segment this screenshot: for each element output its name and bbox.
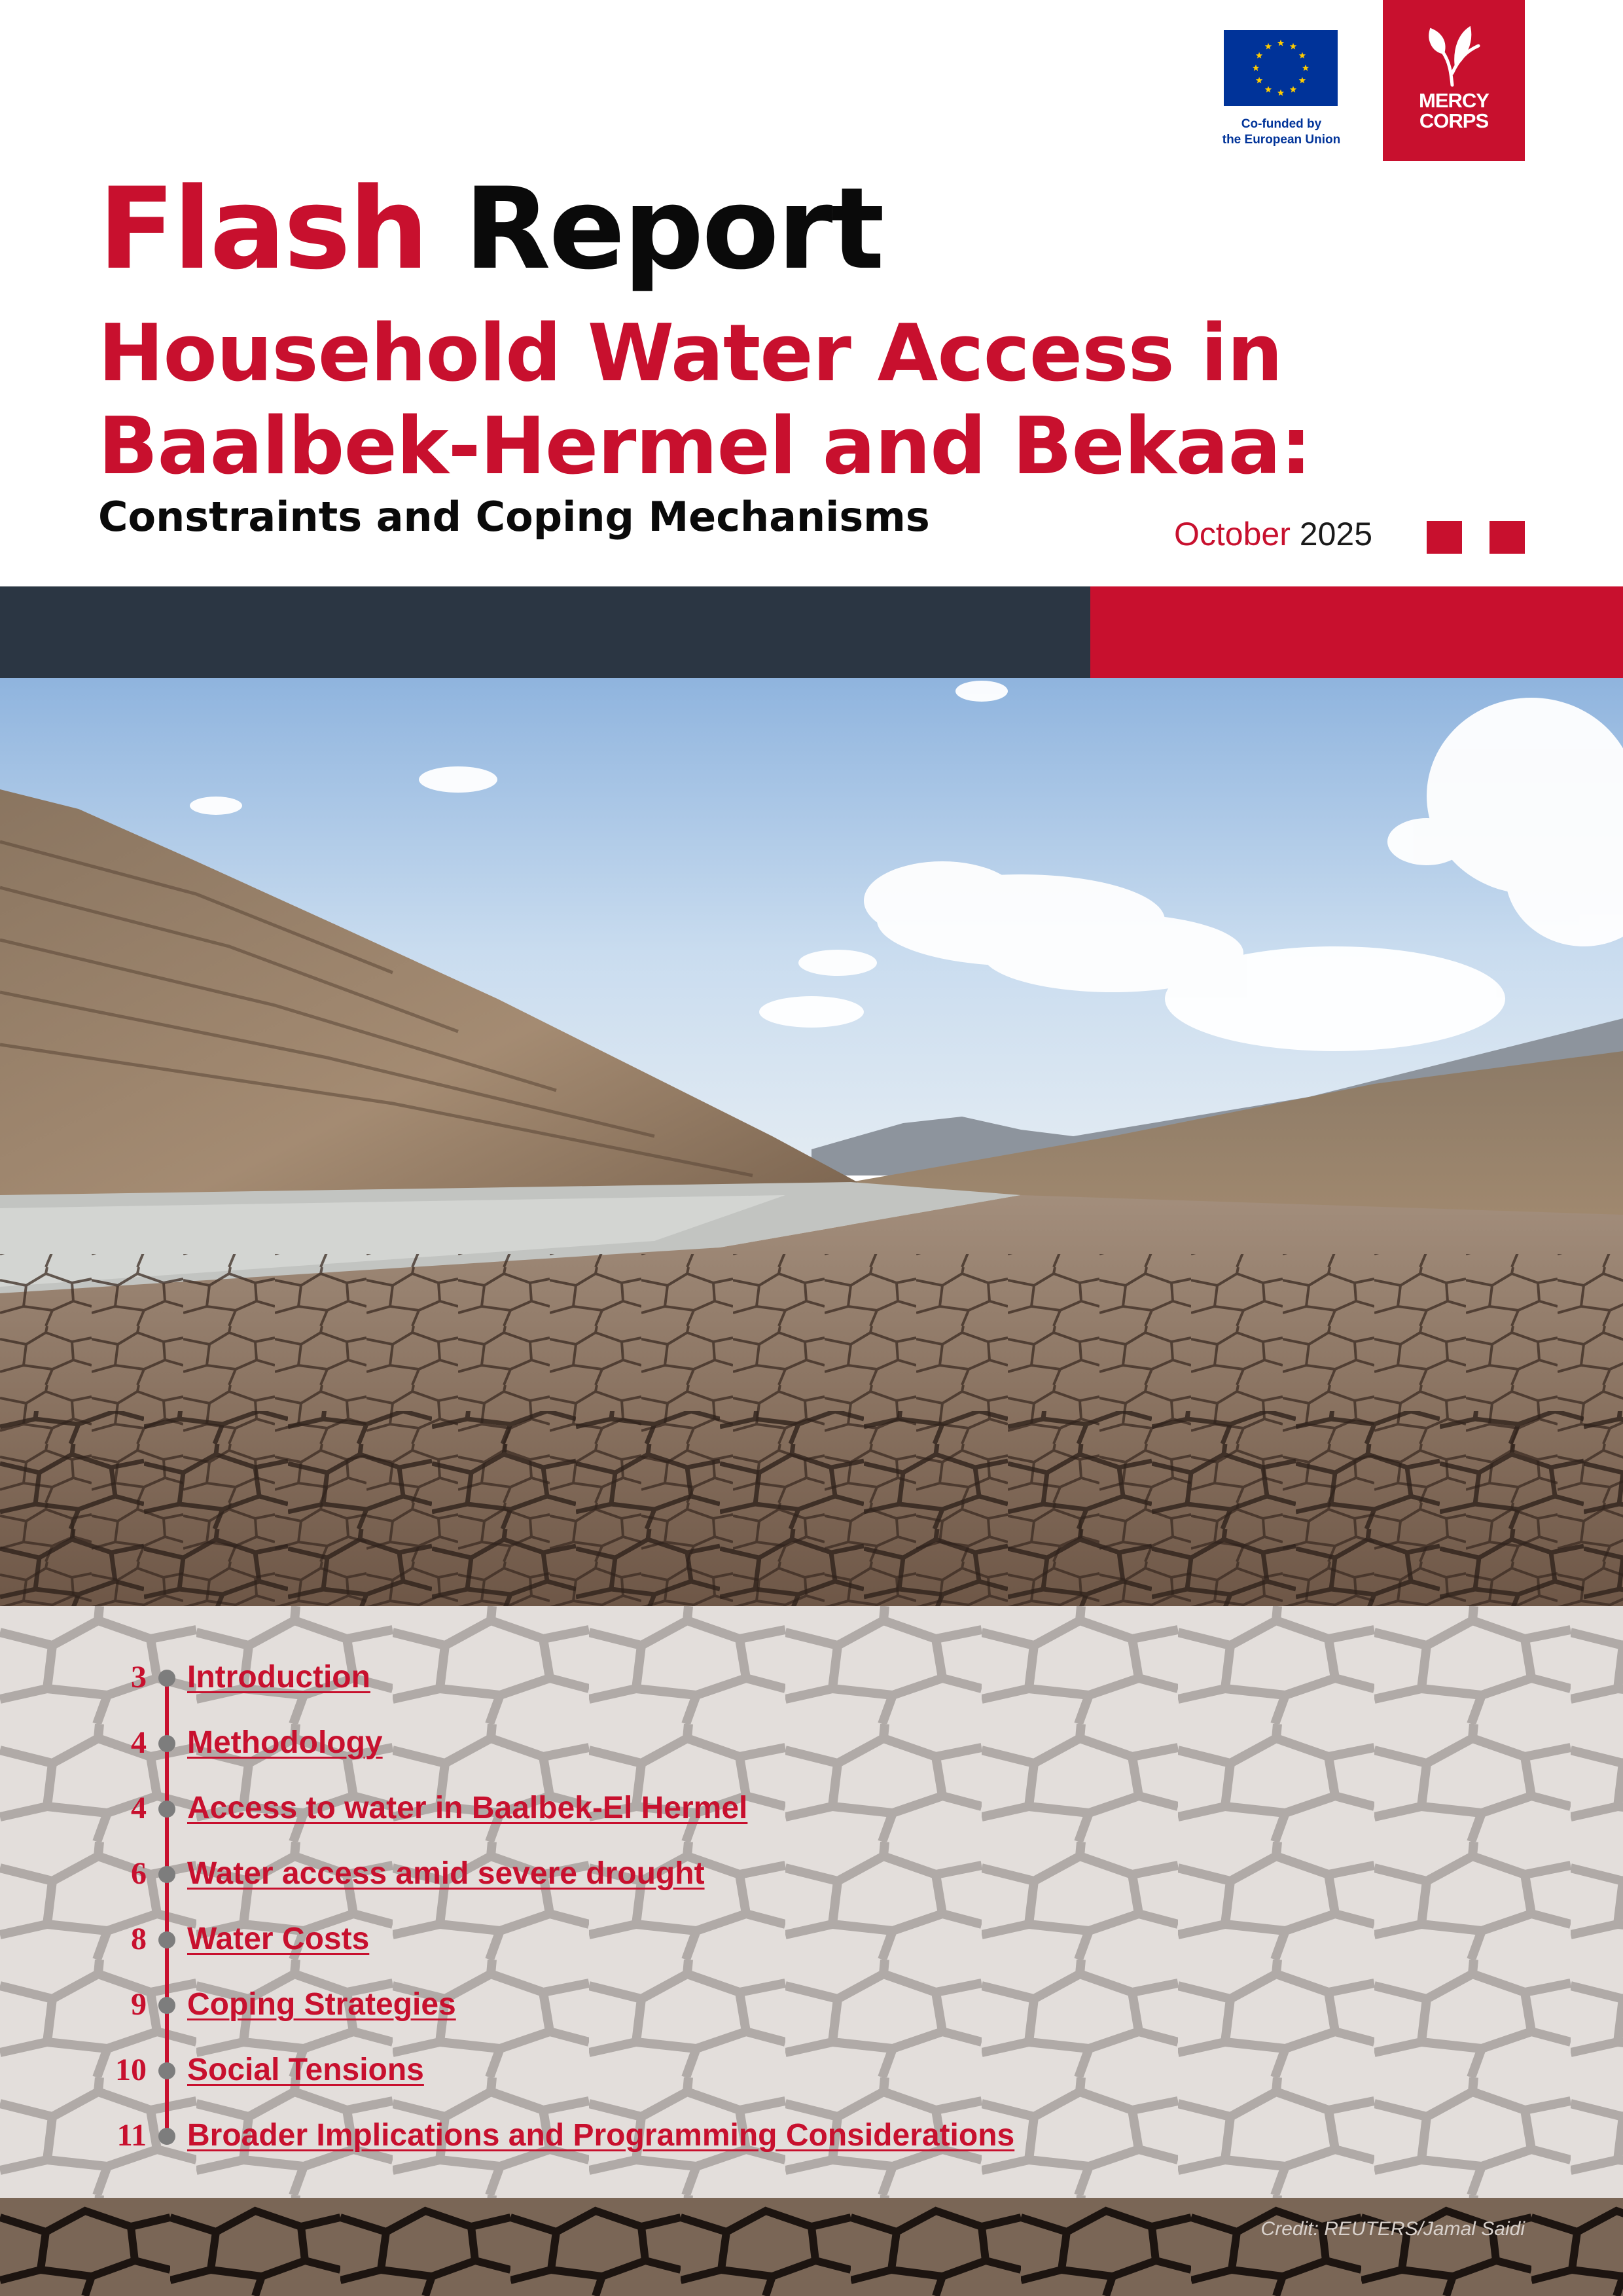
toc-link[interactable]: Social Tensions	[187, 2053, 424, 2087]
mercy-corps-logo	[1383, 0, 1525, 161]
photo-credit-wrap	[0, 2198, 1623, 2296]
toc-bullet-dot	[158, 1931, 175, 1948]
mercy-corps-line2: CORPS	[1419, 109, 1489, 132]
toc-bullet-dot	[158, 1866, 175, 1883]
toc-page-number: 6	[131, 1856, 147, 1891]
date-month: October	[1174, 516, 1291, 552]
toc-bullet-dot	[158, 1670, 175, 1687]
mercy-corps-line1: MERCY	[1419, 89, 1489, 112]
toc-page-number: 4	[131, 1725, 147, 1760]
mercy-corps-leaf-icon	[1426, 26, 1482, 88]
publication-date	[1174, 514, 1372, 554]
toc-link[interactable]: Methodology	[187, 1725, 383, 1760]
toc-entry[interactable]	[0, 2047, 1178, 2093]
toc-entry[interactable]	[0, 1851, 1178, 1897]
page-subtitle: Constraints and Coping Mechanisms	[98, 493, 930, 541]
page-title-line2: Baalbek-Hermel and Bekaa:	[98, 401, 1311, 492]
decorative-square	[1427, 521, 1462, 554]
toc-link[interactable]: Access to water in Baalbek-El Hermel	[187, 1791, 748, 1825]
page-title-line1: Household Water Access in	[98, 308, 1283, 399]
photo-credit: Credit: REUTERS/Jamal Saidi	[1260, 2218, 1525, 2240]
mercy-corps-wordmark	[1383, 90, 1525, 131]
eu-caption-line1: Co-funded by	[1241, 117, 1322, 131]
toc-entry[interactable]	[0, 1982, 1178, 2028]
report-type-title	[98, 164, 883, 295]
toc-bullet-dot	[158, 1735, 175, 1752]
toc-entry[interactable]	[0, 1785, 1178, 1831]
toc-bullet-dot	[158, 2128, 175, 2145]
eu-cofunded-logo	[1216, 29, 1347, 152]
toc-page-number: 11	[116, 2118, 147, 2153]
eu-caption	[1216, 117, 1347, 148]
eu-caption-line2: the European Union	[1222, 133, 1341, 147]
header-band-dark	[0, 586, 1090, 678]
toc-link[interactable]: Water access amid severe drought	[187, 1856, 705, 1891]
page-title	[98, 308, 1342, 493]
header-band-red	[1090, 586, 1623, 678]
title-word-flash: Flash	[98, 163, 427, 295]
date-year: 2025	[1299, 516, 1372, 552]
toc-page-number: 4	[131, 1791, 147, 1825]
toc-bullet-dot	[158, 2062, 175, 2079]
title-word-report: Report	[464, 163, 883, 295]
toc-page-number: 3	[131, 1660, 147, 1695]
toc-link[interactable]: Water Costs	[187, 1922, 370, 1956]
cover-photo	[0, 678, 1623, 1606]
toc-bullet-dot	[158, 1801, 175, 1818]
toc-link[interactable]: Broader Implications and Programming Considerations	[187, 2118, 1015, 2153]
toc-link[interactable]: Coping Strategies	[187, 1987, 456, 2022]
decorative-square	[1489, 521, 1525, 554]
toc-entry[interactable]	[0, 1655, 1178, 1700]
toc-page-number: 10	[115, 2053, 147, 2087]
toc-page-number: 8	[131, 1922, 147, 1956]
toc-entry[interactable]	[0, 2113, 1178, 2159]
eu-flag-icon	[1224, 30, 1338, 106]
toc-link[interactable]: Introduction	[187, 1660, 370, 1695]
toc-entry[interactable]	[0, 1916, 1178, 1962]
toc-entry[interactable]	[0, 1720, 1178, 1766]
toc-bullet-dot	[158, 1997, 175, 2014]
toc-page-number: 9	[131, 1987, 147, 2022]
